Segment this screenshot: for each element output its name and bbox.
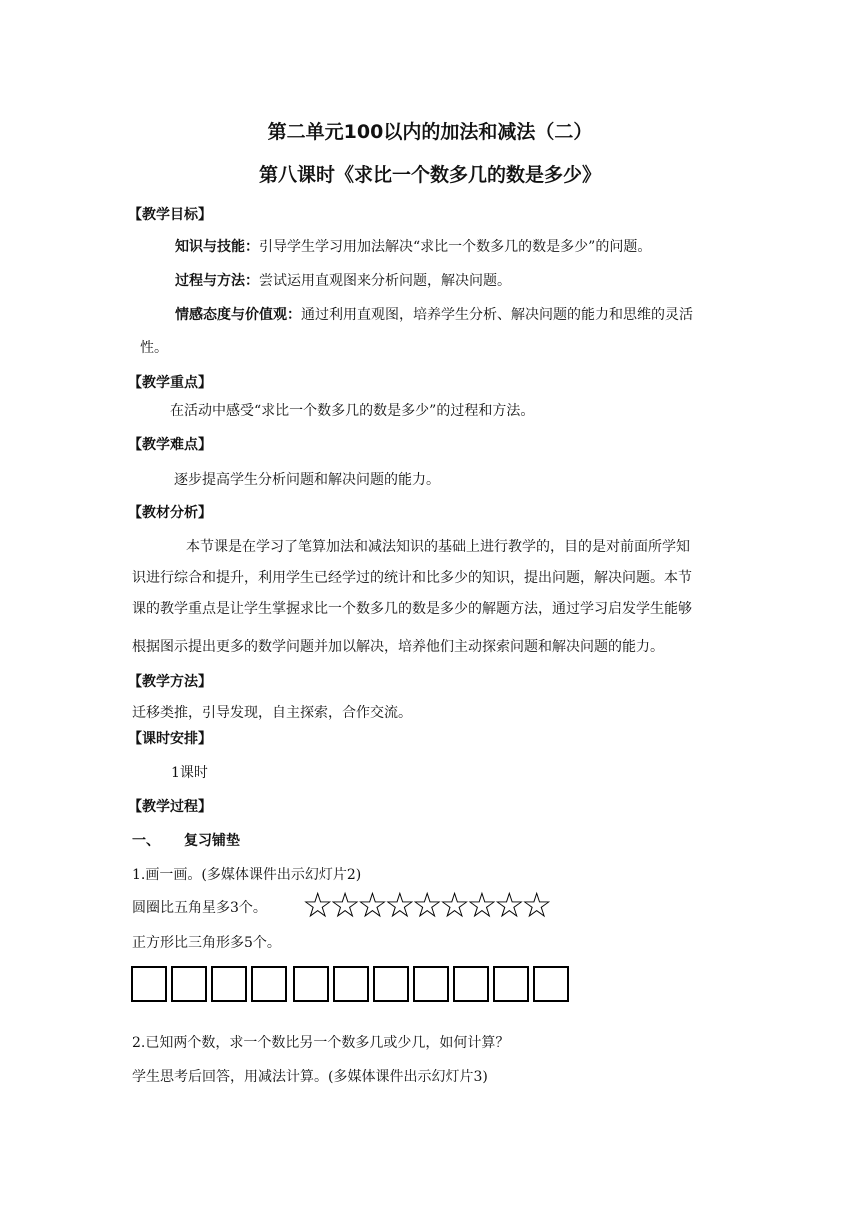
emotion-text: 通过利用直观图，培养学生分析、解决问题的能力和思维的灵活	[301, 307, 693, 323]
analysis-heading: 【教材分析】	[128, 505, 212, 521]
knowledge-text: 引导学生学习用加法解决“求比一个数多几的数是多少”的问题。	[259, 239, 652, 255]
objective-emotion-cont: 性。	[140, 340, 168, 356]
objective-emotion	[175, 304, 693, 324]
square-box	[131, 966, 167, 1002]
key-point-heading: 【教学重点】	[128, 375, 212, 391]
square-box	[251, 966, 287, 1002]
square-box	[493, 966, 529, 1002]
document-title: 第二单元100以内的加法和减法（二）	[267, 121, 593, 143]
section-1-number: 一、	[132, 833, 160, 849]
objective-knowledge	[175, 236, 651, 256]
difficulty-heading: 【教学难点】	[128, 437, 212, 453]
item-1-draw: 1.画一画。(多媒体课件出示幻灯片2)	[132, 867, 362, 883]
analysis-line-2: 识进行综合和提升，利用学生已经学过的统计和比多少的知识，提出问题，解决问题。本节	[132, 570, 692, 586]
analysis-line-4: 根据图示提出更多的数学问题并加以解决，培养他们主动探索问题和解决问题的能力。	[132, 639, 664, 655]
section-1-title: 复习铺垫	[184, 833, 240, 849]
squares-prompt: 正方形比三角形多5个。	[132, 935, 281, 951]
objective-process	[175, 270, 511, 290]
square-box	[211, 966, 247, 1002]
square-box	[333, 966, 369, 1002]
lesson-subtitle: 第八课时《求比一个数多几的数是多少》	[258, 164, 601, 186]
item-2-question: 2.已知两个数，求一个数比另一个数多几或少几，如何计算？	[132, 1035, 510, 1051]
analysis-line-1: 本节课是在学习了笔算加法和减法知识的基础上进行教学的，目的是对前面所学知	[186, 539, 690, 555]
key-point-text: 在活动中感受“求比一个数多几的数是多少”的过程和方法。	[170, 403, 535, 419]
square-box	[533, 966, 569, 1002]
method-heading: 【教学方法】	[128, 674, 212, 690]
star-row: ☆☆☆☆☆☆☆☆☆	[302, 886, 549, 926]
difficulty-text: 逐步提高学生分析问题和解决问题的能力。	[174, 472, 440, 488]
emotion-label: 情感态度与价值观：	[175, 307, 301, 323]
square-box	[373, 966, 409, 1002]
process-heading: 【教学过程】	[128, 799, 212, 815]
item-2-answer: 学生思考后回答，用减法计算。(多媒体课件出示幻灯片3)	[132, 1069, 488, 1085]
square-box	[413, 966, 449, 1002]
process-label: 过程与方法：	[175, 273, 259, 289]
square-box	[453, 966, 489, 1002]
method-text: 迁移类推，引导发现，自主探索，合作交流。	[132, 705, 412, 721]
schedule-heading: 【课时安排】	[128, 731, 212, 747]
analysis-line-3: 课的教学重点是让学生掌握求比一个数多几的数是多少的解题方法，通过学习启发学生能够	[132, 601, 692, 617]
square-box	[171, 966, 207, 1002]
objectives-heading: 【教学目标】	[128, 207, 212, 223]
circles-prompt: 圆圈比五角星多3个。	[132, 900, 267, 916]
knowledge-label: 知识与技能：	[175, 239, 259, 255]
square-box	[293, 966, 329, 1002]
process-text: 尝试运用直观图来分析问题，解决问题。	[259, 273, 511, 289]
schedule-text: 1课时	[171, 765, 208, 781]
